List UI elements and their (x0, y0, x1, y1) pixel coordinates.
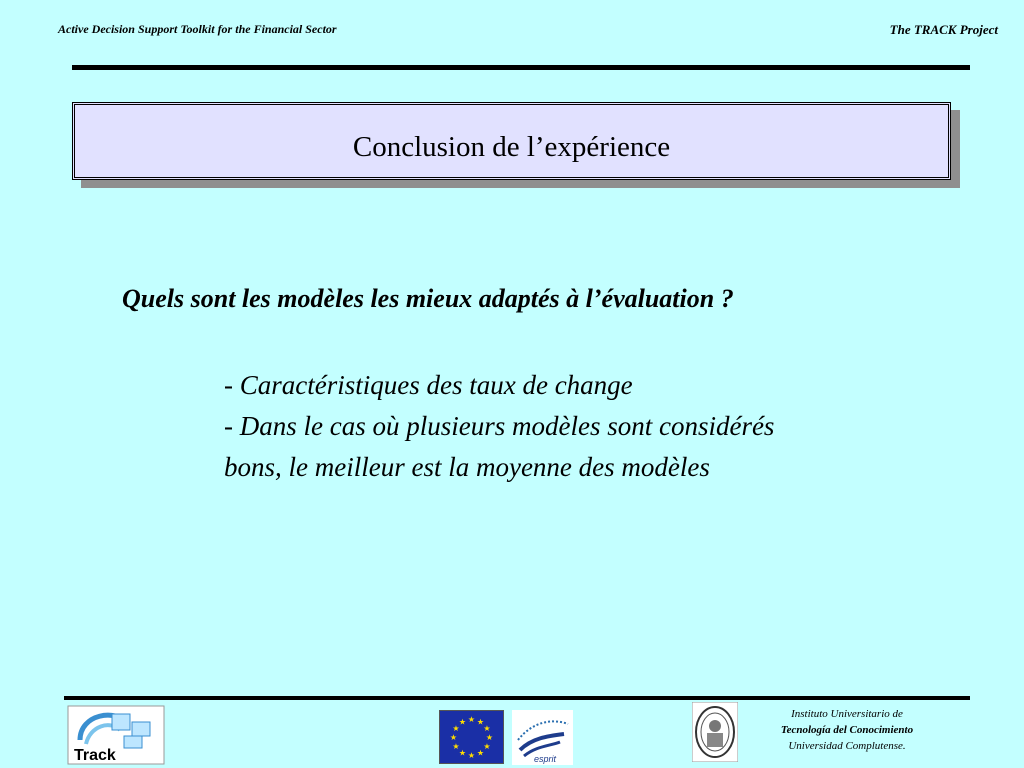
svg-text:★: ★ (449, 733, 458, 742)
track-logo-text: Track (74, 747, 116, 764)
svg-text:★: ★ (483, 742, 491, 751)
slide-title: Conclusion de l’expérience (352, 131, 671, 163)
svg-text:★: ★ (467, 715, 476, 724)
institute-line: Universidad Complutense. (788, 740, 906, 752)
bullet-item: - Caractéristiques des taux de change (224, 370, 633, 400)
header-toolkit-title: Active Decision Support Toolkit for the Financial Sector (58, 22, 337, 36)
track-logo (66, 704, 166, 766)
svg-text:★: ★ (485, 733, 494, 742)
svg-text:★: ★ (483, 724, 491, 733)
svg-text:★: ★ (476, 748, 485, 758)
university-seal-icon (692, 702, 738, 762)
svg-text:★: ★ (452, 724, 460, 733)
bullet-list (224, 365, 944, 488)
eu-flag-icon (439, 710, 504, 764)
institute-line: Instituto Universitario de (791, 708, 903, 720)
bottom-divider (64, 696, 970, 700)
question-heading: Quels sont les modèles les mieux adaptés à l’évaluation ? (122, 284, 734, 313)
svg-text:★: ★ (452, 742, 460, 751)
header-project-name: The TRACK Project (889, 22, 998, 37)
title-box (72, 102, 951, 180)
svg-text:★: ★ (458, 748, 467, 758)
institute-credit (752, 706, 942, 754)
top-divider (72, 65, 970, 70)
svg-text:★: ★ (467, 751, 476, 760)
bullet-item: - Dans le cas où plusieurs modèles sont considérés (224, 411, 775, 441)
svg-text:★: ★ (458, 717, 467, 727)
bullet-item: bons, le meilleur est la moyenne des modèles (224, 452, 710, 482)
svg-text:★: ★ (476, 717, 485, 727)
esprit-logo-text: esprit (534, 754, 557, 764)
institute-line: Tecnología del Conocimiento (780, 724, 914, 736)
esprit-logo (512, 710, 573, 765)
